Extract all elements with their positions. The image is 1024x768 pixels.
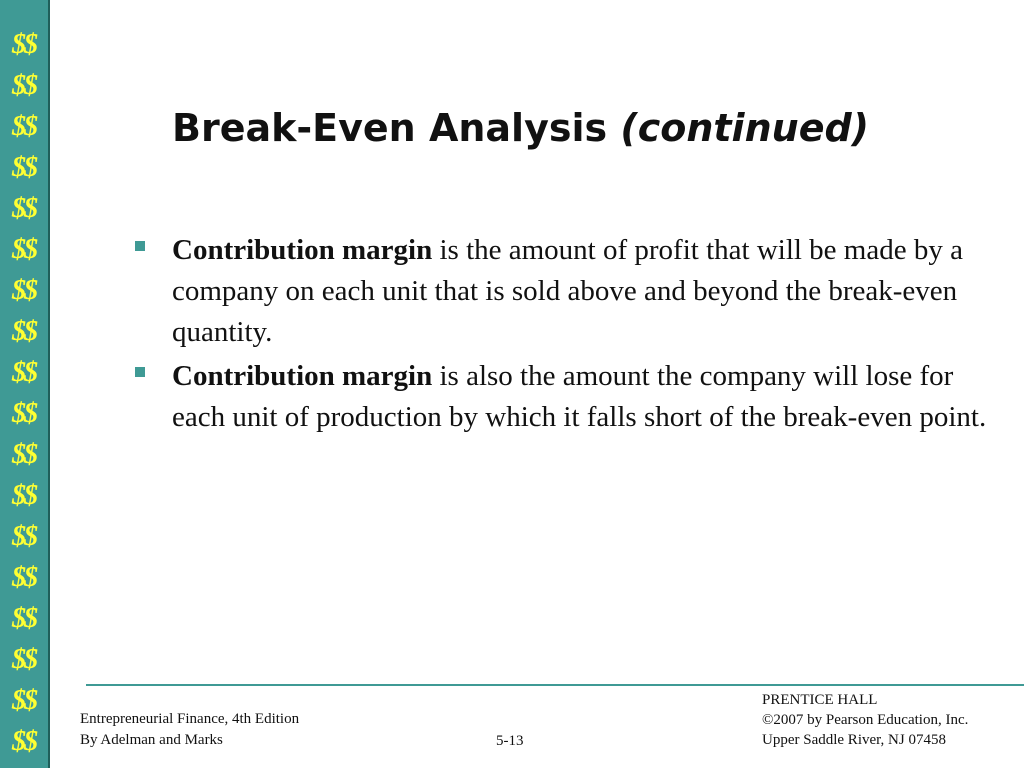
dollar-sign-mark: $$ bbox=[12, 480, 36, 511]
dollar-sign-mark: $$ bbox=[12, 316, 36, 347]
footer-book-title: Entrepreneurial Finance, 4th Edition bbox=[80, 711, 300, 727]
dollar-sign-mark: $$ bbox=[12, 603, 36, 634]
footer-divider bbox=[86, 684, 1024, 686]
dollar-sign-mark: $$ bbox=[12, 234, 36, 265]
footer-publisher: PRENTICE HALL bbox=[762, 692, 878, 708]
dollar-sign-mark: $$ bbox=[12, 398, 36, 429]
dollar-sign-mark: $$ bbox=[12, 70, 36, 101]
dollar-sign-mark: $$ bbox=[12, 275, 36, 306]
bullet-text: is the amount of profit that will be made by a company on each unit that is sold above and beyond the break-even quantity. bbox=[172, 234, 963, 348]
footer-publisher-info bbox=[762, 690, 968, 750]
footer-book-authors: By Adelman and Marks bbox=[80, 732, 223, 748]
dollar-sign-mark: $$ bbox=[12, 685, 36, 716]
square-bullet-icon bbox=[135, 241, 145, 251]
bullet-item bbox=[172, 230, 992, 353]
slide-title bbox=[172, 106, 869, 150]
dollar-sidebar bbox=[0, 0, 50, 768]
square-bullet-icon bbox=[135, 367, 145, 377]
bullet-term: Contribution margin bbox=[172, 234, 433, 266]
dollar-sign-mark: $$ bbox=[12, 726, 36, 757]
slide-title-suffix: (continued) bbox=[620, 106, 870, 150]
footer-address: Upper Saddle River, NJ 07458 bbox=[762, 732, 946, 748]
slide-title-main: Break-Even Analysis bbox=[172, 106, 608, 150]
dollar-sign-mark: $$ bbox=[12, 439, 36, 470]
dollar-sign-mark: $$ bbox=[12, 111, 36, 142]
footer-book-info bbox=[80, 709, 299, 751]
dollar-sign-mark: $$ bbox=[12, 562, 36, 593]
bullet-list bbox=[172, 230, 992, 441]
bullet-item bbox=[172, 356, 992, 438]
dollar-sign-mark: $$ bbox=[12, 357, 36, 388]
bullet-term: Contribution margin bbox=[172, 360, 433, 392]
dollar-sign-mark: $$ bbox=[12, 152, 36, 183]
dollar-sign-mark: $$ bbox=[12, 29, 36, 60]
dollar-sign-mark: $$ bbox=[12, 521, 36, 552]
dollar-sign-mark: $$ bbox=[12, 193, 36, 224]
bullet-text: is also the amount the company will lose for each unit of production by which it falls short of the break-even point. bbox=[172, 360, 987, 433]
dollar-sign-mark: $$ bbox=[12, 644, 36, 675]
footer-copyright: ©2007 by Pearson Education, Inc. bbox=[762, 712, 969, 728]
page-number: 5-13 bbox=[496, 733, 524, 749]
